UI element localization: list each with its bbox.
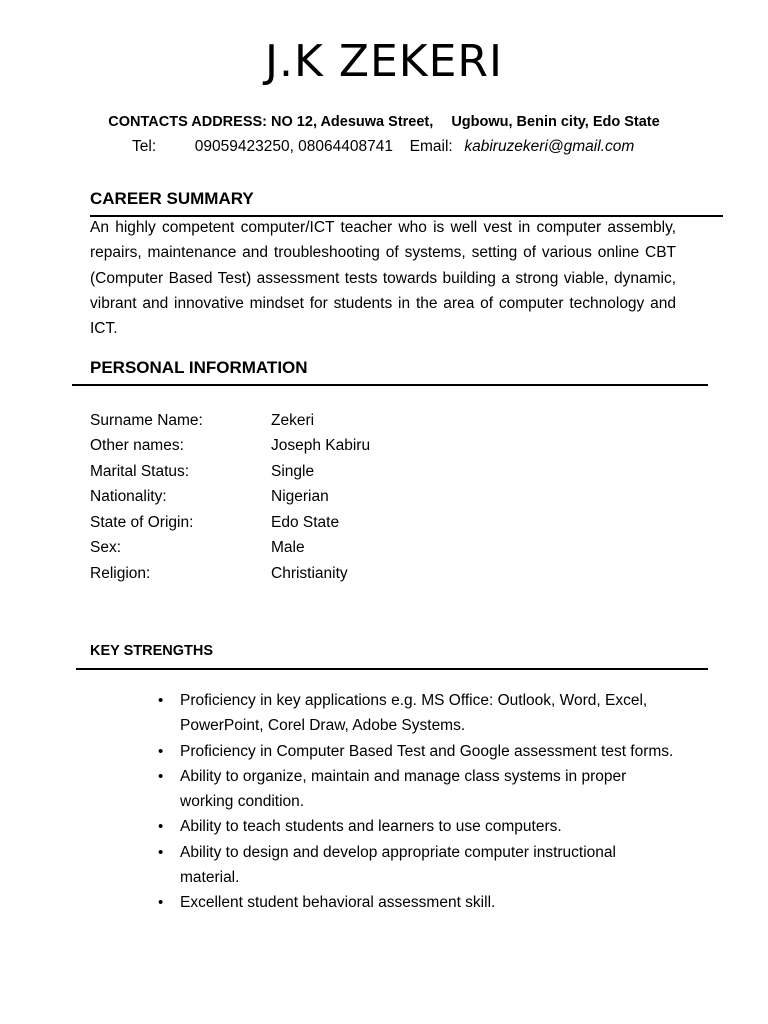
key-strengths-list [158, 688, 678, 916]
tel-label: Tel: [132, 138, 157, 155]
resume-name: J.K ZEKERI [265, 36, 503, 87]
email-link[interactable]: kabiruzekeri@gmail.com [464, 138, 635, 155]
key-strengths-divider [76, 668, 708, 670]
info-value: Edo State [271, 514, 340, 531]
info-value: Nigerian [271, 488, 329, 505]
strength-text: Proficiency in Computer Based Test and Google assessment test forms. [180, 742, 674, 760]
info-value: Christianity [271, 565, 348, 582]
info-value: Zekeri [271, 412, 315, 429]
strength-text: Ability to design and develop appropriate computer instructional material. [180, 843, 616, 887]
contact-phone-email [132, 137, 634, 157]
info-value: Joseph Kabiru [271, 437, 371, 454]
list-item [158, 764, 678, 815]
list-item [158, 688, 678, 739]
email-label: Email: [409, 138, 453, 155]
list-item [158, 814, 678, 839]
list-item [158, 739, 678, 764]
info-label: Sex: [90, 539, 122, 556]
bullet-icon: • [158, 692, 164, 709]
bullet-icon: • [158, 767, 164, 785]
info-label: Marital Status: [90, 463, 190, 480]
bullet-icon: • [158, 818, 164, 836]
bullet-icon: • [158, 742, 164, 760]
bullet-icon: • [158, 843, 164, 861]
contact-address [0, 112, 768, 132]
strength-text: Ability to organize, maintain and manage class systems in proper working condition. [180, 767, 627, 811]
career-summary-text: An highly competent computer/ICT teacher who is well vest in computer assembly, repairs, maintenance and troubleshooting of systems, setting of various online CBT (Computer Based Test) assessment tests towards building a strong viable, dynamic, vibrant and innovative mindset for students in the area of computer technology and ICT. [90, 219, 676, 338]
strength-text: Proficiency in key applications e.g. MS Office: Outlook, Word, Excel, PowerPoint, Corel Draw, Adobe Systems. [180, 692, 648, 735]
strength-text: Ability to teach students and learners to use computers. [180, 818, 562, 836]
strength-text: Excellent student behavioral assessment skill. [180, 894, 496, 912]
info-value: Male [271, 539, 305, 556]
address-label: CONTACTS ADDRESS: [108, 114, 267, 130]
career-summary-heading: CAREER SUMMARY [90, 189, 254, 208]
address-line2: Ugbowu, Benin city, Edo State [451, 114, 660, 130]
address-line1: NO 12, Adesuwa Street, [271, 114, 434, 130]
info-value: Single [271, 463, 315, 480]
key-strengths-heading: KEY STRENGTHS [90, 643, 214, 659]
info-label: Surname Name: [90, 412, 203, 429]
list-item [158, 840, 678, 891]
bullet-icon: • [158, 894, 164, 912]
personal-information-heading: PERSONAL INFORMATION [90, 358, 308, 377]
personal-information-divider [72, 384, 708, 386]
list-item [158, 890, 678, 915]
info-label: Religion: [90, 565, 151, 582]
phone-numbers: 09059423250, 08064408741 [194, 138, 394, 155]
info-label: Nationality: [90, 488, 167, 505]
info-label: Other names: [90, 437, 184, 454]
info-label: State of Origin: [90, 514, 194, 531]
